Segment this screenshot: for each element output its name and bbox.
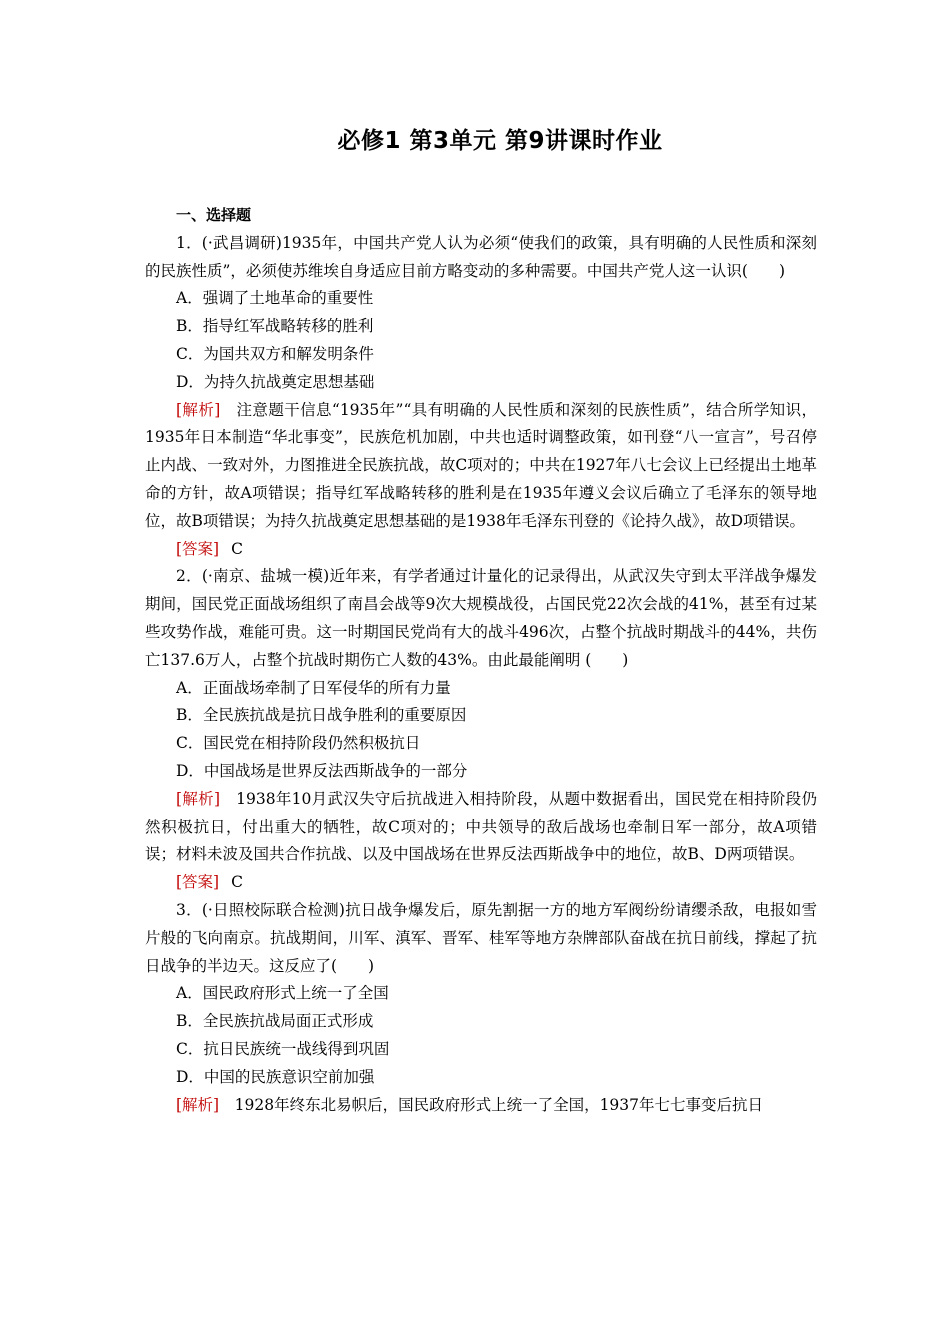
page-title: 必修1 第3单元 第9讲课时作业 — [337, 128, 663, 154]
analysis-label: [解析] — [176, 400, 221, 419]
option-a: A．正面战场牵制了日军侵华的所有力量 — [176, 678, 451, 697]
analysis-label: [解析] — [176, 789, 220, 808]
option-b: B．全民族抗战局面正式形成 — [176, 1012, 374, 1031]
analysis-paragraph — [145, 786, 817, 869]
analysis-text: 注意题干信息“1935年”“具有明确的人民性质和深刻的民族性质”，结合所学知识，1935年日本制造“华北事变”，民族危机加剧，中共也适时调整政策，如刊登“八一宣言”，号召停止内战、一致对外，力图推进全民族抗战，故C项对的；中共在1927年八七会议上已经提出土地革命的方针，故A项错误；指导红军战略转移的胜利是在1935年遵义会议后确立了毛泽东的领导地位，故B项错误；为持久抗战奠定思想基础的是1938年毛泽东刊登的《论持久战》，故D项错误。 — [145, 400, 817, 530]
question-stem: 3．(·日照校际联合检测)抗日战争爆发后，原先割据一方的地方军阀纷纷请缨杀敌，电报如雪片般的飞向南京。抗战期间，川军、滇军、晋军、桂军等地方杂牌部队奋战在抗日前线，撑起了抗日战争的半边天。这反应了( ) — [145, 900, 817, 975]
section-heading: 一、选择题 — [176, 206, 252, 224]
answer-line — [145, 869, 817, 897]
answer-value: C — [231, 539, 243, 558]
option-a: A．强调了土地革命的重要性 — [176, 289, 374, 308]
question-stem: 1．(·武昌调研)1935年，中国共产党人认为必须“使我们的政策，具有明确的人民性质和深刻的民族性质”，必须使苏维埃自身适应目前方略变动的多种需要。中国共产党人这一认识( ) — [145, 233, 817, 280]
answer-label: [答案] — [176, 873, 220, 892]
question-stem: 2．(·南京、盐城一模)近年来，有学者通过计量化的记录得出，从武汉失守到太平洋战争爆发期间，国民党正面战场组织了南昌会战等9次大规模战役，占国民党22次会战的41%，甚至有过某些攻势作战，难能可贵。这一时期国民党尚有大的战斗496次，占整个抗战时期战斗的44%，共伤亡137.6万人，占整个抗战时期伤亡人数的43%。由此最能阐明 ( ) — [145, 567, 817, 669]
analysis-paragraph — [145, 397, 817, 536]
option-c: C．国民党在相持阶段仍然积极抗日 — [176, 734, 421, 753]
analysis-text: 1938年10月武汉失守后抗战进入相持阶段，从题中数据看出，国民党在相持阶段仍然积极抗日，付出重大的牺牲，故C项对的；中共领导的敌后战场也牵制日军一部分，故A项错误；材料未波及国共合作抗战、以及中国战场在世界反法西斯战争中的地位，故B、D两项错误。 — [145, 789, 817, 864]
answer-line — [145, 536, 817, 564]
option-a: A．国民政府形式上统一了全国 — [176, 984, 389, 1003]
analysis-label: [解析] — [176, 1095, 220, 1114]
answer-label: [答案] — [176, 539, 220, 558]
option-c: C．为国共双方和解发明条件 — [176, 344, 374, 363]
option-d: D．中国的民族意识空前加强 — [176, 1067, 375, 1086]
option-b: B．指导红军战略转移的胜利 — [176, 317, 374, 336]
document-body — [145, 202, 817, 1119]
option-c: C．抗日民族统一战线得到巩固 — [176, 1039, 390, 1058]
option-d: D．为持久抗战奠定思想基础 — [176, 372, 375, 391]
option-d: D．中国战场是世界反法西斯战争的一部分 — [176, 761, 468, 780]
analysis-paragraph — [145, 1092, 817, 1120]
analysis-text: 1928年终东北易帜后，国民政府形式上统一了全国，1937年七七事变后抗日 — [234, 1095, 764, 1114]
answer-value: C — [231, 873, 243, 892]
option-b: B．全民族抗战是抗日战争胜利的重要原因 — [176, 706, 467, 725]
